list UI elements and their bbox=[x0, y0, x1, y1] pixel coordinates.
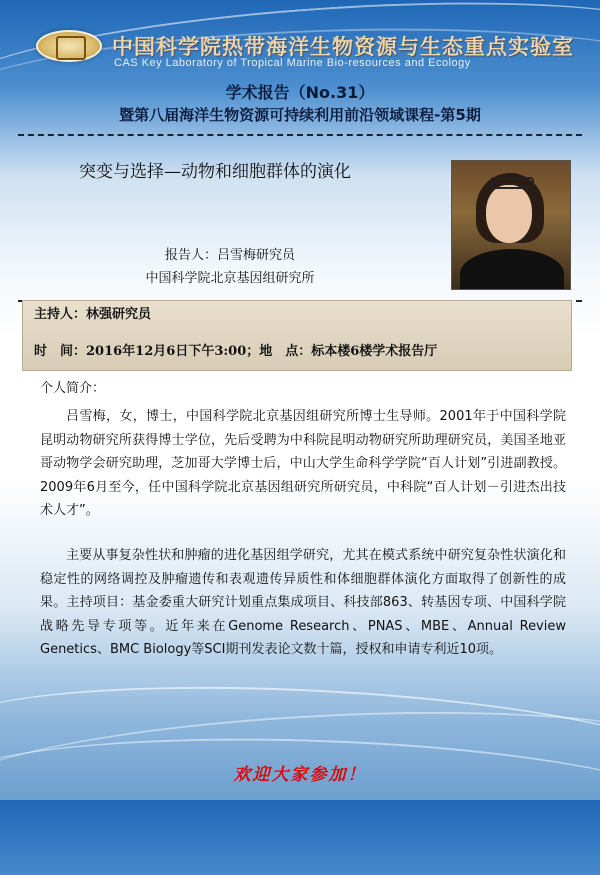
bio-paragraph-1: 吕雪梅，女，博士，中国科学院北京基因组研究所博士生导师。2001年于中国科学院昆明动物研究所获得博士学位，先后受聘为中科院昆明动物研究所助理研究员，美国圣地亚哥动物学会研究助理，芝加哥大学博士后，中山大学生命科学学院“百人计划”引进副教授。2009年6月至今，任中国科学院北京基因组研究所研究员，中科院“百人计划－引进杰出技术人才”。 bbox=[40, 409, 566, 518]
speaker-block bbox=[100, 244, 360, 290]
photo-glasses bbox=[490, 177, 534, 189]
report-title: 学术报告（No.31） bbox=[225, 83, 375, 102]
decorative-wave bbox=[0, 670, 600, 832]
speaker-photo bbox=[451, 160, 571, 290]
lab-name-cn: 中国科学院热带海洋生物资源与生态重点实验室 bbox=[112, 35, 574, 59]
divider bbox=[18, 134, 582, 136]
bio-heading: 个人简介： bbox=[40, 381, 106, 396]
photo-shoulders bbox=[460, 249, 564, 290]
decorative-wave bbox=[0, 727, 600, 875]
report-subtitle: 暨第八届海洋生物资源可持续利用前沿领域课程-第5期 bbox=[119, 106, 481, 124]
time-place-line: 时 间：2016年12月6日下午3:00；地 点：标本楼6楼学术报告厅 bbox=[34, 344, 438, 359]
speaker-name: 报告人：吕雪梅研究员 bbox=[164, 248, 295, 263]
speaker-affiliation: 中国科学院北京基因组研究所 bbox=[145, 271, 315, 286]
decorative-wave bbox=[0, 0, 600, 156]
welcome-message: 欢迎大家参加！ bbox=[233, 765, 367, 785]
cas-lab-logo-icon bbox=[36, 30, 102, 62]
bio-paragraph-2: 主要从事复杂性状和肿瘤的进化基因组学研究，尤其在模式系统中研究复杂性状演化和稳定性的网络调控及肿瘤遗传和表观遗传异质性和体细胞群体演化方面取得了创新性的成果。主持项目：基金委重大研究计划重点集成项目、科技部863、转基因专项、中国科学院战略先导专项等。近年来在Genome Research、PNAS、MBE、Annual Review Genetics、BMC Biology等SCI期刊发表论文数十篇，授权和申请专利近10项。 bbox=[40, 548, 566, 657]
logo-emblem bbox=[56, 36, 86, 60]
host-line: 主持人：林强研究员 bbox=[34, 307, 152, 322]
photo-face bbox=[486, 185, 532, 243]
lab-name-en: CAS Key Laboratory of Tropical Marine Bio-resources and Ecology bbox=[114, 57, 471, 69]
talk-title: 突变与选择—动物和细胞群体的演化 bbox=[79, 162, 351, 182]
